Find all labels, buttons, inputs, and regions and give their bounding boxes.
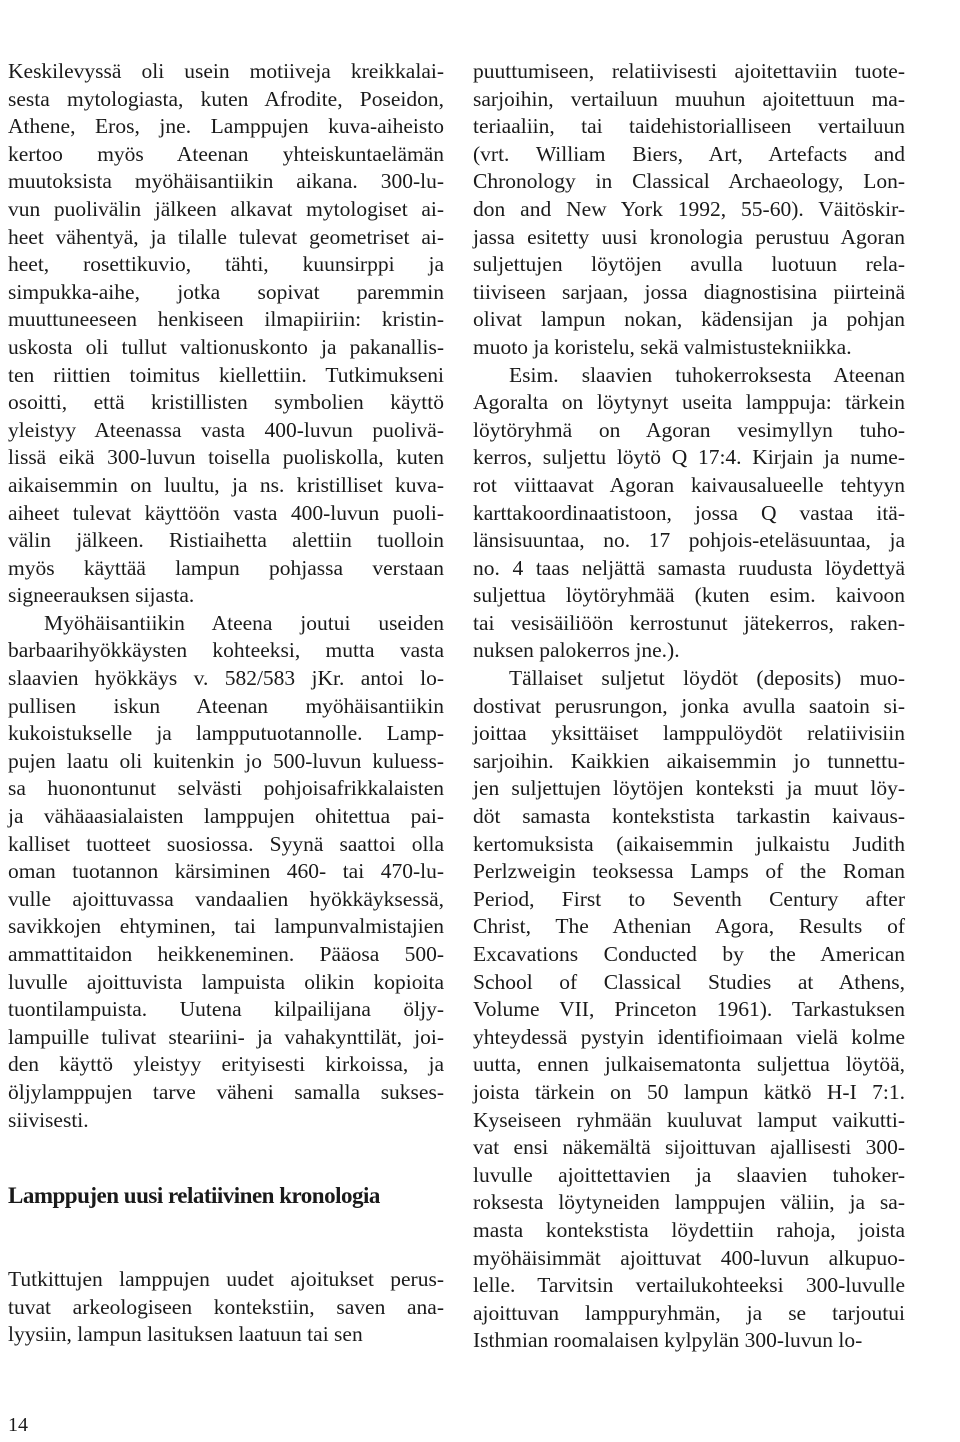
text-line: teriaaliin, tai taidehistorialliseen vertailuun (473, 114, 905, 139)
text-line: yleistyy Ateenassa vasta 400-luvun puolivä- (8, 417, 444, 442)
text-line: nuksen palokerros jne.). (473, 638, 680, 663)
text-line: kerros, suljettu löytö Q 17:4. Kirjain ja nume- (473, 445, 905, 470)
text-line: uutta, ennen julkaisematonta suljettua löytöä, (473, 1052, 905, 1077)
text-line: savikkojen ehtyminen, tai lampunvalmistajien (8, 914, 444, 939)
text-line: roksesta löytyneiden lamppujen väliin, ja sa- (473, 1190, 905, 1215)
text-line: Chronology in Classical Archaeology, Lon- (473, 169, 905, 194)
text-line: Keskilevyssä oli usein motiiveja kreikkalai- (8, 59, 444, 83)
text-line: kertomuksista (aikaisemmin julkaistu Judith (473, 831, 905, 856)
text-line: yhteydessä pystyin identifioimaan vielä kolme (473, 1024, 905, 1049)
text-line: jen suljettujen löytöjen konteksti ja muut löy- (473, 776, 905, 801)
text-line: simpukka-aihe, jotka sopivat paremmin (8, 279, 444, 304)
text-line: muutoksista myöhäisantiikin aikana. 300-lu- (8, 169, 444, 194)
text-line: masta kontekstista löydettiin rahoja, joista (473, 1217, 905, 1242)
text-line: lampuille tulivat steariini- ja vahakynttilät, joi- (8, 1024, 444, 1049)
text-line: Perlzweigin teoksessa Lamps of the Roman (473, 859, 905, 884)
text-line: vun puolivälin jälkeen alkavat mytologiset ai- (8, 196, 444, 221)
text-line: Tällaiset suljetut löydöt (deposits) muo- (509, 666, 905, 691)
text-line: siivisesti. (8, 1107, 89, 1132)
text-line: aikaisemmin on luultu, ja ns. kristilliset kuva- (8, 472, 444, 497)
text-line: döt samasta kontekstista tarkastin kaivaus- (473, 804, 905, 829)
text-line: osoitti, että kristillisten symbolien käyttö (8, 390, 444, 415)
page-number: 14 (8, 1414, 28, 1436)
text-line: luvulle ajoittettavien ja slaavien tuhoker- (473, 1162, 905, 1187)
text-line: ammattitaidon heikkeneminen. Pääosa 500- (8, 942, 444, 966)
text-line: Excavations Conducted by the American (473, 942, 905, 966)
text-line: löytöryhmä on Agoran vesimyllyn tuho- (473, 417, 905, 442)
text-line: luvulle ajoittuvista lampuista olikin kopioita (8, 969, 444, 994)
left-column (8, 58, 444, 1134)
text-line: joittaa yksittäiset lamppulöydöt relatiivisiin (473, 721, 905, 746)
text-line: suljettua löytöryhmää (kuten esim. kaivoon (473, 583, 905, 608)
text-line: lelle. Tarvitsin vertailukohteeksi 300-luvulle (473, 1273, 905, 1298)
text-line: Period, First to Seventh Century after (473, 886, 905, 911)
text-line: Tutkittujen lamppujen uudet ajoitukset perus- (8, 1267, 444, 1291)
text-line: pujen laatu oli kuitenkin jo 500-luvun kuluess- (8, 748, 444, 773)
text-line: tuvat arkeologiseen kontekstiin, saven ana- (8, 1294, 444, 1319)
text-line: Kyseiseen ryhmään kuuluvat lamput vaikutti- (473, 1107, 905, 1132)
text-line: suljettujen löytöjen avulla luotuun rela- (473, 252, 905, 277)
text-line: Isthmian roomalaisen kylpylän 300-luvun lo- (473, 1328, 863, 1353)
text-line: barbaarihyökkäysten kohteeksi, mutta vasta (8, 638, 444, 663)
text-line: sa huonontunut selvästi pohjoisafrikkalaisten (8, 776, 444, 801)
text-line: dostivat perusrungon, jonka avulla saatoin si- (473, 693, 905, 718)
text-line: Volume VII, Princeton 1961). Tarkastuksen (473, 997, 905, 1022)
text-line: Esim. slaavien tuhokerroksesta Ateenan (509, 362, 905, 387)
text-line: vulle ajoittuvassa vandaalien hyökkäyksessä, (8, 886, 444, 911)
text-line: kalliset tuotteet suosiossa. Syynä saattoi olla (8, 831, 444, 856)
text-line: olivat lampun nokan, kädensijan ja pohjan (473, 307, 905, 332)
text-line: heet vähentyä, ja tilalle tulevat geometriset ai- (8, 224, 444, 249)
text-line: puuttumiseen, relatiivisesti ajoitettaviin tuote- (473, 59, 905, 83)
text-line: no. 4 taas neljättä samasta ruudusta löydettyä (473, 555, 905, 580)
left-column-after-heading (8, 1266, 444, 1349)
text-line: pullisen iskun Ateenan myöhäisantiikin (8, 693, 444, 718)
text-line: oman tuotannon kärsiminen 460- tai 470-lu- (8, 859, 444, 884)
text-line: tuontilampuista. Uutena kilpailijana öljy- (8, 997, 444, 1022)
text-line: länsisuuntaa, no. 17 pohjois-eteläsuuntaa, ja (473, 528, 905, 553)
text-line: Athene, Eros, jne. Lamppujen kuva-aiheisto (8, 114, 444, 139)
text-line: tiiviseen sarjaan, jossa diagnostisina piirteinä (473, 279, 905, 304)
text-line: den käyttö yleistyy erityisesti kirkoissa, ja (8, 1052, 444, 1077)
text-line: kukoistukselle ja lampputuotannolle. Lamp- (8, 721, 444, 746)
text-line: välin jälkeen. Ristiaihetta alettiin tuolloin (8, 528, 444, 553)
text-line: uskosta oli tullut valtionuskonto ja pakanallis- (8, 334, 444, 359)
text-line: myöhäisimmät ajoittuvat 400-luvun alkupuo- (473, 1245, 905, 1270)
text-line: öljylamppujen tarve väheni samalla sukses- (8, 1079, 444, 1104)
text-line: signeerauksen sijasta. (8, 583, 195, 608)
right-column (473, 58, 905, 1355)
text-line: Christ, The Athenian Agora, Results of (473, 914, 905, 939)
text-line: (vrt. William Biers, Art, Artefacts and (473, 141, 905, 166)
text-line: ten riittien toimitus kiellettiin. Tutkimukseni (8, 362, 444, 387)
text-line: slaavien hyökkäys v. 582/583 jKr. antoi lo- (8, 666, 444, 691)
text-line: jassa esitetty uusi kronologia perustuu Agoran (473, 224, 905, 249)
text-line: sarjoihin, vertailuun muuhun ajoitettuun ma- (473, 86, 905, 111)
text-line: Myöhäisantiikin Ateena joutui useiden (44, 610, 444, 635)
text-line: aiheet tulevat käyttöön vasta 400-luvun puoli- (8, 500, 444, 525)
text-line: lyysiin, lampun lasituksen laatuun tai sen (8, 1322, 363, 1347)
text-line: sesta mytologiasta, kuten Afrodite, Poseidon, (8, 86, 444, 111)
text-line: myös käyttää lampun pohjassa verstaan (8, 555, 444, 580)
text-line: kertoo myös Ateenan yhteiskuntaelämän (8, 141, 444, 166)
text-line: School of Classical Studies at Athens, (473, 969, 905, 994)
text-line: Agoralta on löytynyt useita lamppuja: tärkein (473, 390, 905, 415)
text-line: ja vähäaasialaisten lamppujen ohitettua pai- (8, 804, 444, 829)
text-line: vat ensi näkemältä sijoittuvan ajallisesti 300- (473, 1135, 905, 1160)
text-line: don and New York 1992, 55-60). Väitöskir- (473, 196, 905, 221)
text-line: heet, rosettikuvio, tähti, kuunsirppi ja (8, 252, 444, 277)
text-line: karttakoordinaatistoon, jossa Q vastaa itä- (473, 500, 905, 525)
text-line: rot viittaavat Agoran kaivausalueelle tehtyyn (473, 472, 905, 497)
section-heading: Lamppujen uusi relatiivinen kronologia (8, 1183, 380, 1208)
text-line: ajoittuvan lamppuryhmän, ja se tarjoutui (473, 1300, 905, 1325)
text-line: sarjoihin. Kaikkien aikaisemmin jo tunnettu- (473, 748, 905, 773)
text-line: joista tärkein on 50 lampun kätkö H-I 7:1. (473, 1079, 905, 1104)
text-line: tai vesisäiliöön kerrostunut jätekerros, raken- (473, 610, 905, 635)
text-line: lissä eikä 300-luvun toisella puoliskolla, kuten (8, 445, 444, 470)
text-line: muoto ja koristelu, sekä valmistustekniikka. (473, 334, 852, 359)
text-line: muuttuneeseen henkiseen ilmapiiriin: kristin- (8, 307, 444, 332)
